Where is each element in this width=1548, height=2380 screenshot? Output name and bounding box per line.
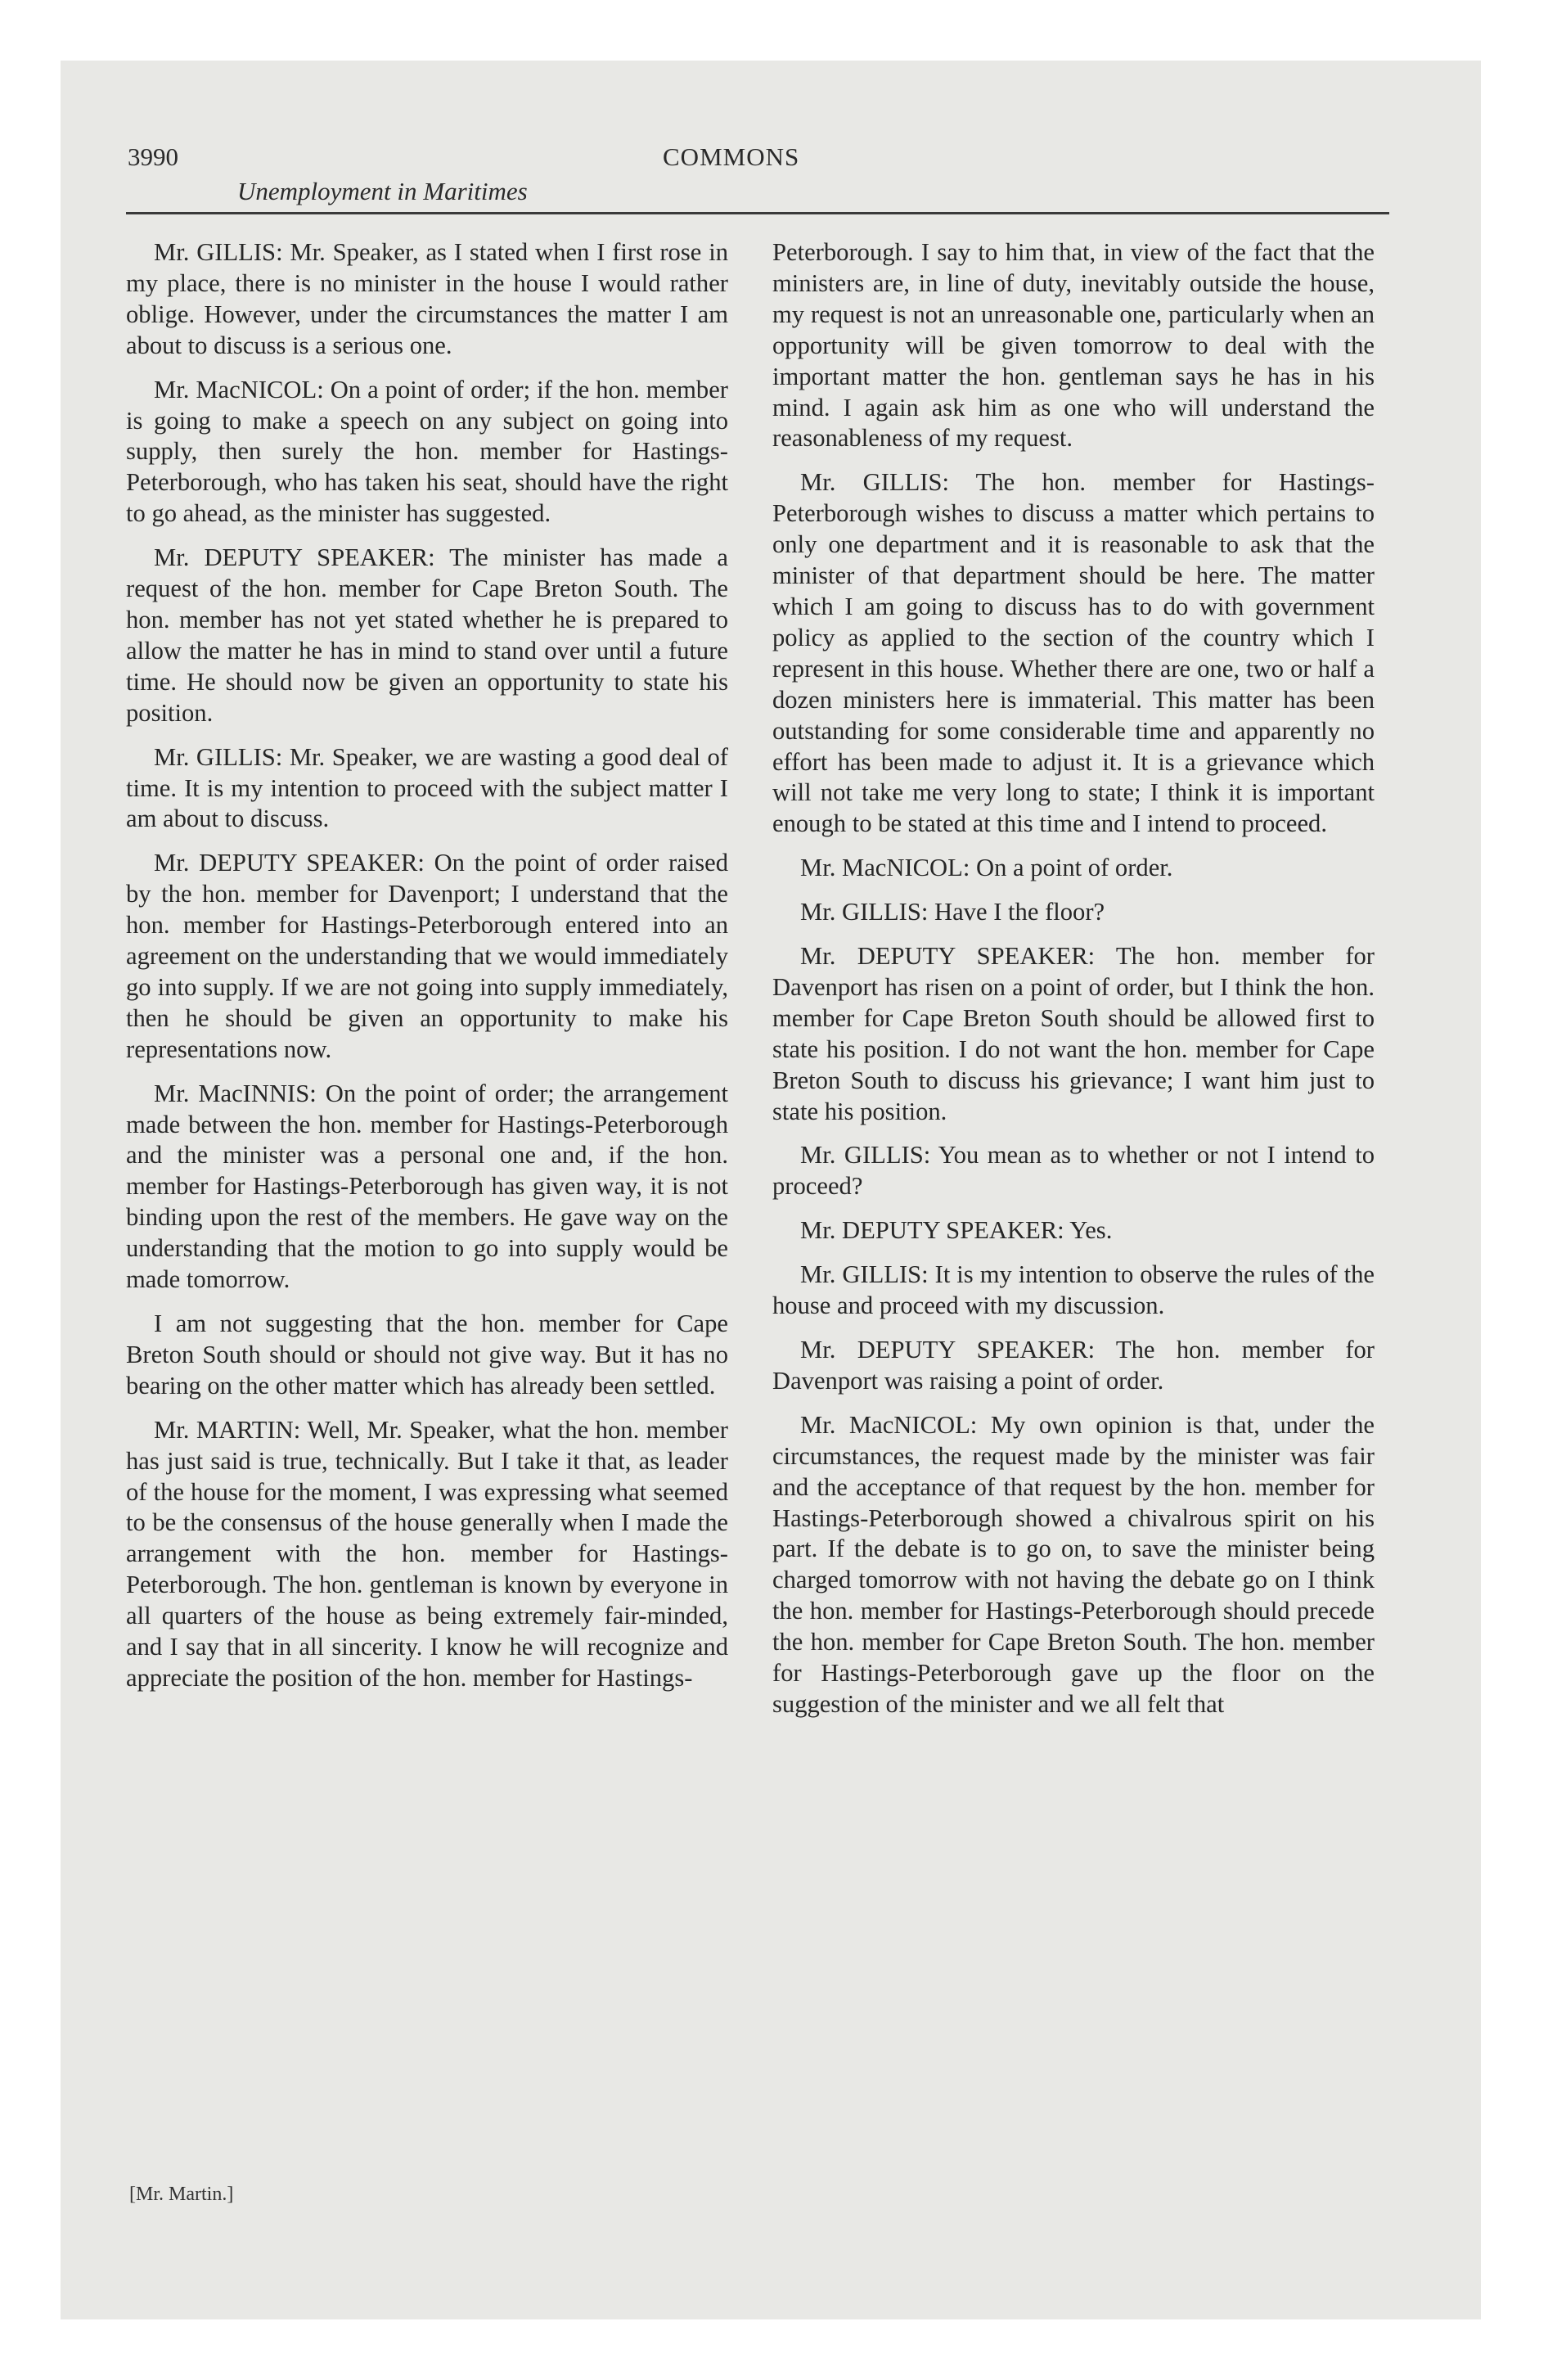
- paragraph: I am not suggesting that the hon. member for Cape Breton South should or should not give way. But it has no bearing on the other matter which has already been settled.: [126, 1309, 728, 1400]
- paragraph: Mr. MARTIN: Well, Mr. Speaker, what the hon. member has just said is true, technically. But I take it that, as leader of the house for the moment, I was expressing what seemed to be the consensus of the house generally when I made the arrangement with the hon. member for Hastings-Peterborough. The hon. gentleman is known by everyone in all quarters of the house as being extremely fair-minded, and I say that in all sincerity. I know he will recognize and appreciate the position of the hon. member for Hastings-: [126, 1415, 728, 1692]
- house-name: COMMONS: [663, 142, 800, 171]
- paragraph: Mr. MacINNIS: On the point of order; the arrangement made between the hon. member for Hastings-Peterborough and the minister was a personal one and, if the hon. member for Hastings-Peterborough has given way, it is not binding upon the rest of the members. He gave way on the understanding that the motion to go into supply would be made tomorrow.: [126, 1079, 728, 1294]
- right-column: [772, 237, 1375, 1733]
- paragraph: Mr. GILLIS: Mr. Speaker, we are wasting a good deal of time. It is my intention to proceed with the subject matter I am about to discuss.: [126, 742, 728, 833]
- paragraph: Mr. GILLIS: You mean as to whether or not I intend to proceed?: [772, 1141, 1375, 1201]
- paragraph: Mr. GILLIS: Mr. Speaker, as I stated when I first rose in my place, there is no minister in the house I would rather oblige. However, under the circumstances the matter I am about to discuss is a serious one.: [126, 238, 728, 359]
- paragraph: Mr. MacNICOL: My own opinion is that, under the circumstances, the request made by the minister was fair and the acceptance of that request by the hon. member for Hastings-Peterborough showed a chivalrous spirit on his part. If the debate is to go on, to save the minister being charged tomorrow with not having the debate go on I think the hon. member for Hastings-Peterborough should precede the hon. member for Cape Breton South. The hon. member for Hastings-Peterborough gave up the floor on the suggestion of the minister and we all felt that: [772, 1410, 1375, 1718]
- left-column: [126, 237, 728, 1707]
- paragraph: Mr. DEPUTY SPEAKER: Yes.: [800, 1216, 1113, 1245]
- paragraph: Mr. MacNICOL: On a point of order.: [800, 854, 1173, 882]
- paragraph-continued: Peterborough. I say to him that, in view of the fact that the ministers are, in line of duty, inevitably outside the house, my request is not an unreasonable one, particularly when an opportunity will be given tomorrow to deal with the important matter the hon. gentleman says he has in his mind. I again ask him as one who will understand the reasonableness of my request.: [772, 238, 1375, 453]
- header-rule: [126, 212, 1389, 214]
- paragraph: Mr. DEPUTY SPEAKER: The hon. member for Davenport has risen on a point of order, but I think the hon. member for Cape Breton South should be allowed first to state his position. I do not want the hon. member for Cape Breton South to discuss his grievance; I want him just to state his position.: [772, 942, 1375, 1125]
- paragraph: Mr. GILLIS: The hon. member for Hastings-Peterborough wishes to discuss a matter which pertains to only one department and it is reasonable to ask that the minister of that department should be here. The matter which I am going to discuss has to do with government policy as applied to the section of the country which I represent in this house. Whether there are one, two or half a dozen ministers here is immaterial. This matter has been outstanding for some considerable time and apparently no effort has been made to adjust it. It is a grievance which will not take me very long to state; I think it is important enough to be stated at this time and I intend to proceed.: [772, 468, 1375, 838]
- paragraph: Mr. DEPUTY SPEAKER: The hon. member for Davenport was raising a point of order.: [772, 1336, 1375, 1395]
- speaker-attribution: [Mr. Martin.]: [129, 2184, 234, 2205]
- page-number: 3990: [128, 142, 178, 171]
- paragraph: Mr. GILLIS: It is my intention to observe the rules of the house and proceed with my discussion.: [772, 1260, 1375, 1320]
- paragraph: Mr. MacNICOL: On a point of order; if the hon. member is going to make a speech on any subject on going into supply, then surely the hon. member for Hastings-Peterborough, who has taken his seat, should have the right to go ahead, as the minister has suggested.: [126, 375, 728, 528]
- paragraph: Mr. GILLIS: Have I the floor?: [800, 898, 1105, 926]
- paragraph: Mr. DEPUTY SPEAKER: The minister has made a request of the hon. member for Cape Breton South. The hon. member has not yet stated whether he is prepared to allow the matter he has in mind to stand over until a future time. He should now be given an opportunity to state his position.: [126, 543, 728, 727]
- running-title: Unemployment in Maritimes: [237, 177, 528, 205]
- paragraph: Mr. DEPUTY SPEAKER: On the point of order raised by the hon. member for Davenport; I understand that the hon. member for Hastings-Peterborough entered into an agreement on the understanding that we would immediately go into supply. If we are not going into supply immediately, then he should be given an opportunity to make his representations now.: [126, 849, 728, 1063]
